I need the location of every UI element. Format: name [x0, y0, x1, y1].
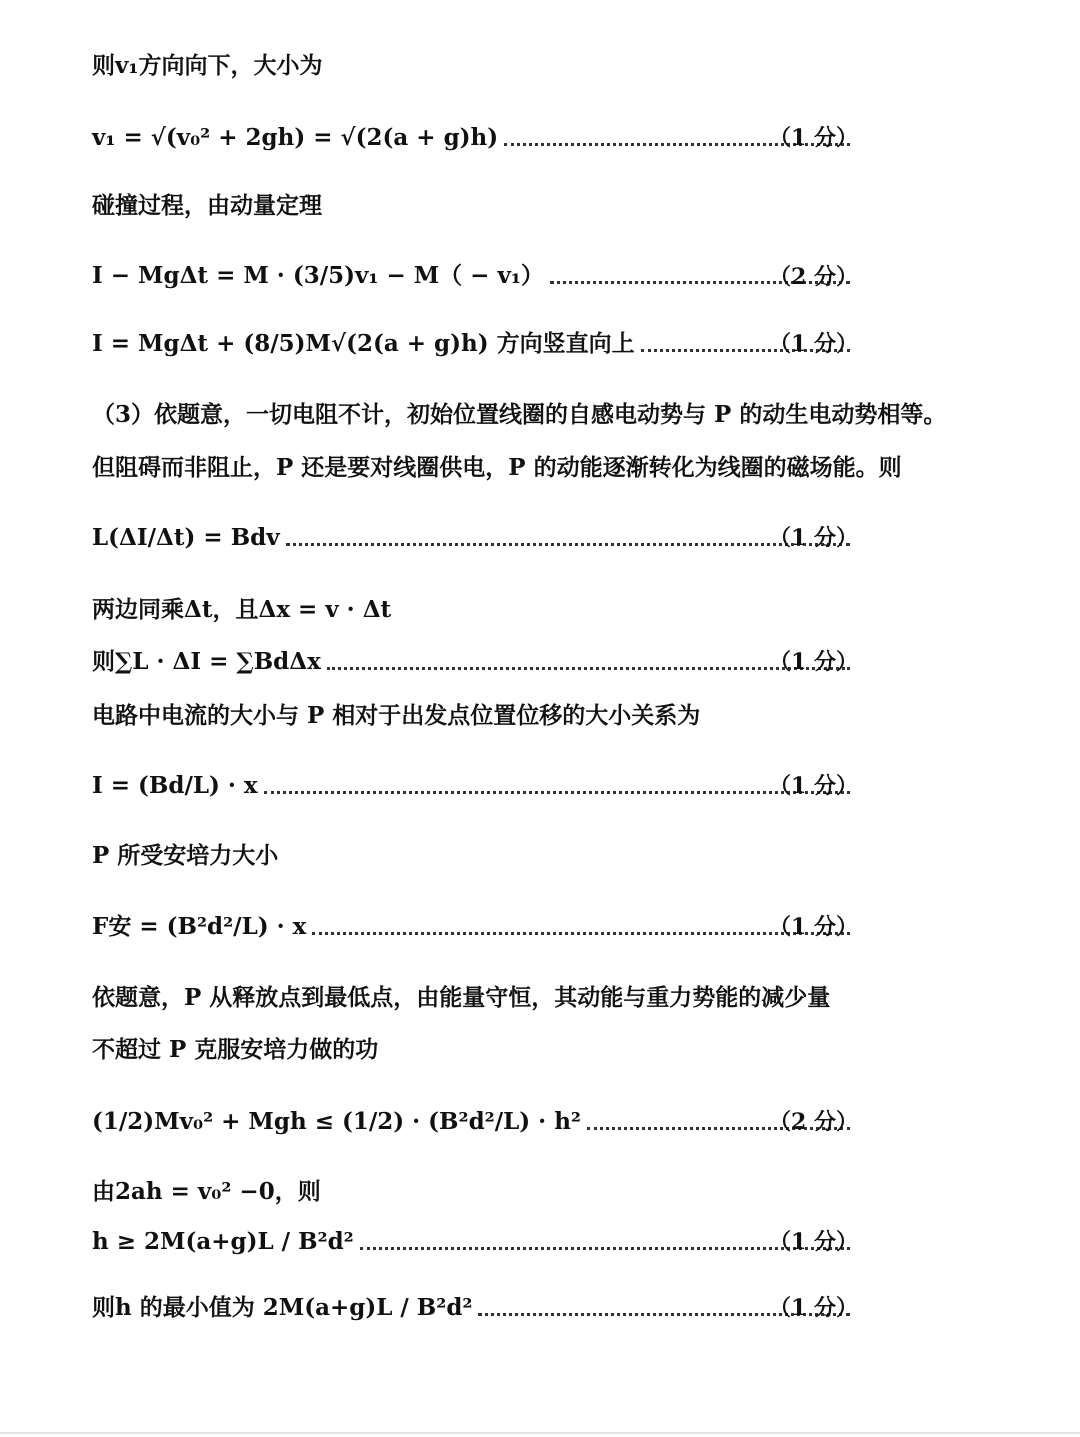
- equation-impulse-formula: I − MgΔt = M · (3/5)v₁ − M（ − v₁）: [92, 262, 544, 289]
- equation-force-formula: F安 = (B²d²/L) · x: [92, 913, 307, 940]
- text-line-kinematics: 由2ah = v₀² −0，则: [92, 1178, 321, 1205]
- text-line-energy: 依题意，P 从释放点到最低点，由能量守恒，其动能与重力势能的减少量: [92, 984, 831, 1011]
- equation-emf: [92, 518, 856, 558]
- equation-sum-formula: 则∑L · ΔI = ∑BdΔx: [92, 648, 321, 675]
- text-line-current: 电路中电流的大小与 P 相对于出发点位置位移的大小关系为: [92, 702, 701, 729]
- score-2: （2 分）: [769, 264, 858, 290]
- text-line-ampere: P 所受安培力大小: [92, 842, 279, 869]
- equation-current-formula: I = (Bd/L) · x: [92, 772, 258, 799]
- score-7: （1 分）: [769, 914, 858, 940]
- equation-current: [92, 766, 856, 806]
- text-line-hinder: 但阻碍而非阻止，P 还是要对线圈供电，P 的动能逐渐转化为线圈的磁场能。则: [92, 454, 902, 481]
- score-1: （1 分）: [769, 125, 858, 151]
- leader-dots: [286, 543, 850, 546]
- leader-dots: [264, 791, 850, 794]
- equation-impulse: [92, 256, 856, 296]
- page-bottom-edge: [0, 1432, 1080, 1434]
- equation-sum: [92, 642, 856, 682]
- score-10: （1 分）: [769, 1295, 858, 1321]
- equation-energy-formula: (1/2)Mv₀² + Mgh ≤ (1/2) · (B²d²/L) · h²: [92, 1108, 581, 1135]
- score-9: （1 分）: [769, 1229, 858, 1255]
- score-6: （1 分）: [769, 773, 858, 799]
- equation-emf-formula: L(ΔI/Δt) = Bdv: [92, 524, 280, 551]
- equation-v1: [92, 118, 856, 158]
- text-line-collision: 碰撞过程，由动量定理: [92, 192, 322, 219]
- score-4: （1 分）: [769, 525, 858, 551]
- equation-energy: [92, 1102, 856, 1142]
- score-8: （2 分）: [769, 1109, 858, 1135]
- equation-force: [92, 907, 856, 947]
- text-line-multiply: 两边同乘Δt，且Δx = v · Δt: [92, 596, 392, 623]
- equation-h-min: [92, 1288, 856, 1328]
- equation-h-min-formula: 则h 的最小值为 2M(a+g)L / B²d²: [92, 1294, 473, 1321]
- equation-h-bound: [92, 1222, 856, 1262]
- equation-v1-formula: v₁ = √(v₀² + 2gh) = √(2(a + g)h): [92, 124, 499, 151]
- equation-h-bound-formula: h ≥ 2M(a+g)L / B²d²: [92, 1228, 354, 1255]
- equation-I-formula: I = MgΔt + (8/5)M√(2(a + g)h) 方向竖直向上: [92, 330, 635, 357]
- equation-I: [92, 324, 856, 364]
- text-line-work: 不超过 P 克服安培力做的功: [92, 1036, 379, 1063]
- text-line-part3: （3）依题意，一切电阻不计，初始位置线圈的自感电动势与 P 的动生电动势相等。: [92, 401, 947, 428]
- score-3: （1 分）: [769, 331, 858, 357]
- text-line-direction: 则v₁方向向下，大小为: [92, 52, 323, 79]
- score-5: （1 分）: [769, 649, 858, 675]
